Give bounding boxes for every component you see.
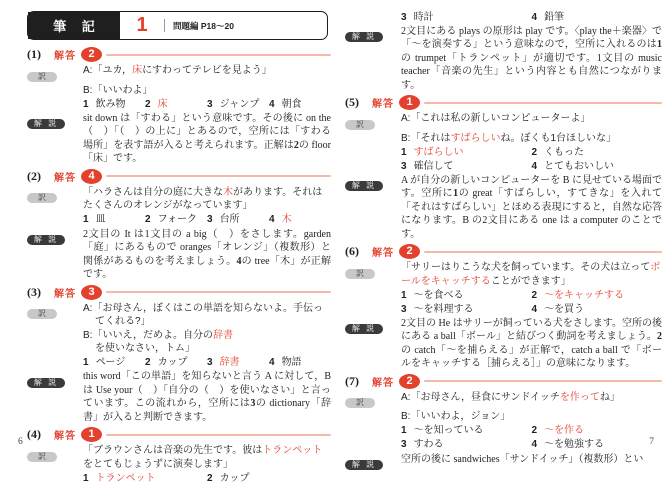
option-item — [532, 424, 663, 438]
option-text: ～を作る — [544, 425, 585, 437]
text-segment: 3 — [250, 398, 256, 410]
section-header — [27, 11, 328, 40]
explanation-badge: 解 説 — [27, 119, 65, 129]
highlighted-text: 木 — [223, 186, 233, 198]
options-gutter — [345, 424, 401, 426]
paragraph-row — [345, 453, 662, 473]
answer-rule — [424, 102, 662, 104]
option-item — [269, 213, 331, 227]
option-number: 4 — [531, 303, 538, 315]
option-text: 辞書 — [219, 357, 240, 369]
paragraph-row — [345, 261, 662, 288]
option-item — [83, 98, 145, 112]
text-segment: の trumpet「トランペット」が適切です。1文目の music teacher「音楽の先生」という内容とも自然につながります。 — [401, 52, 662, 91]
text-segment: A:「お母さん，ぼくはこの単語を知らないよ。手伝ってくれる?」 — [83, 302, 324, 328]
paragraph-gutter — [345, 453, 401, 473]
text-segment: B:「いいえ，だめよ。自分の — [83, 329, 214, 341]
answer-rule — [424, 380, 662, 382]
answer-label: 解答 — [54, 288, 76, 300]
translation-badge: 訳 — [27, 309, 57, 319]
answer-rule — [106, 291, 331, 293]
answer-rule — [106, 175, 331, 177]
text-segment: 「ブラウンさんは音楽の先生です。彼は — [83, 445, 263, 457]
explanation-badge: 解 説 — [345, 324, 383, 334]
text-segment: にすわってテレビを見よう」 — [142, 65, 272, 76]
option-item — [532, 438, 663, 452]
option-number: 2 — [145, 357, 151, 369]
option-item — [83, 472, 207, 486]
text-segment: 2文目の He はサリーが飼っている犬をさします。空所の後にある a ball「ボール」と結びつく動詞を考えましょう。 — [401, 317, 662, 343]
option-item — [401, 146, 532, 160]
option-number: 1 — [401, 425, 407, 437]
translation-text — [83, 84, 331, 98]
option-number: 4 — [269, 98, 275, 110]
answer-label: 解答 — [372, 99, 394, 111]
option-item — [83, 213, 145, 227]
text-segment: を使いなさい，トム」 — [95, 343, 195, 355]
paragraph-gutter — [345, 174, 401, 194]
option-item — [145, 98, 207, 112]
paragraph-row — [345, 317, 662, 371]
explanation-badge: 解 説 — [345, 460, 383, 470]
option-item — [532, 289, 663, 303]
paragraph-gutter — [345, 317, 401, 337]
question-header — [27, 427, 331, 442]
options-gutter — [345, 145, 401, 147]
page-number-right: 7 — [649, 437, 654, 447]
option-number: 2 — [531, 146, 538, 158]
text-segment: 「ハラさんは自分の庭に大きな — [83, 186, 223, 198]
paragraph-row — [27, 370, 331, 424]
translation-text — [401, 391, 662, 405]
option-item — [269, 356, 331, 370]
paragraph-gutter — [345, 391, 401, 411]
option-number: 3 — [401, 303, 407, 315]
answer-rule — [424, 251, 662, 253]
explanation-text — [83, 228, 331, 282]
option-text: 確信して — [413, 160, 454, 172]
page-number-left: 6 — [18, 437, 23, 447]
paragraph-gutter — [345, 132, 401, 134]
options-list — [401, 146, 662, 174]
paragraph-row — [345, 410, 662, 424]
translation-text — [401, 261, 662, 288]
answer-number-badge: 2 — [81, 47, 102, 62]
column-left — [27, 47, 331, 486]
option-number: 4 — [531, 160, 538, 172]
paragraph-gutter — [27, 370, 83, 390]
option-text: ～を料理する — [413, 303, 474, 315]
paragraph-gutter — [27, 228, 83, 248]
text-segment: ね」 — [599, 391, 620, 403]
paragraph-gutter — [345, 261, 401, 281]
option-text: 皿 — [95, 214, 106, 226]
option-text: ～を買う — [544, 303, 585, 315]
question-number: (7) — [345, 373, 359, 388]
option-item — [207, 98, 269, 112]
options-row — [345, 10, 662, 25]
text-segment: 2 — [657, 331, 662, 343]
question-header — [345, 244, 662, 259]
highlighted-text: を作って — [559, 391, 600, 403]
option-item — [401, 303, 532, 317]
paragraph-gutter — [27, 64, 83, 84]
question-number: (2) — [27, 168, 41, 183]
option-number: 1 — [83, 357, 89, 369]
options-list — [83, 213, 331, 227]
question-header — [345, 374, 662, 389]
options-list — [83, 472, 331, 486]
paragraph-row — [27, 186, 331, 213]
option-number: 4 — [269, 357, 275, 369]
text-segment: A:「お母さん，昼食にサンドイッチ — [401, 391, 560, 403]
option-item — [207, 213, 269, 227]
answer-number-badge: 3 — [81, 285, 102, 300]
options-list — [401, 11, 662, 25]
paragraph-gutter — [345, 410, 401, 412]
answer-label: 解答 — [372, 377, 394, 389]
translation-text — [83, 329, 331, 356]
options-gutter — [27, 471, 83, 473]
text-segment: 2 — [293, 139, 299, 151]
question-number: (6) — [345, 244, 359, 259]
option-number: 2 — [207, 472, 213, 484]
option-number: 3 — [207, 357, 213, 369]
option-text: 朝食 — [281, 98, 302, 110]
text-segment: 2文目にある plays の原形は play です。〈play the＋楽器〉で「～を演奏する」という意味なので，空所に入れるのは — [401, 25, 662, 51]
option-number: 1 — [83, 214, 89, 226]
option-item — [145, 356, 207, 370]
answer-label: 解答 — [54, 431, 76, 443]
translation-badge: 訳 — [27, 72, 57, 82]
option-number: 1 — [83, 98, 89, 110]
explanation-text — [401, 25, 662, 93]
highlighted-text: トランペット — [262, 445, 323, 457]
explanation-badge: 解 説 — [27, 235, 65, 245]
option-text: 時計 — [413, 11, 434, 23]
option-number: 4 — [269, 214, 275, 226]
options-row — [345, 145, 662, 174]
option-text: ～をキャッチする — [544, 289, 625, 301]
highlighted-text: 辞書 — [213, 329, 234, 341]
option-text: ページ — [95, 357, 126, 369]
option-item — [269, 98, 331, 112]
paragraph-row — [27, 64, 331, 84]
paragraph-row — [345, 174, 662, 242]
paragraph-row — [27, 444, 331, 471]
highlighted-text: ボールをキャッチする — [401, 262, 661, 287]
header-divider — [164, 19, 165, 32]
option-number: 3 — [401, 11, 407, 23]
text-segment: B:「いいわよ」 — [83, 84, 153, 96]
paragraph-gutter — [27, 84, 83, 86]
options-row — [27, 213, 331, 228]
text-segment: 2文目の It は1文目の a big（ ）をさします。garden「庭」にあるもので oranges「オレンジ」（複数形）と関係があるものを考えましょう。 — [83, 228, 331, 267]
option-number: 4 — [531, 439, 538, 451]
answer-number-badge: 2 — [399, 244, 420, 259]
option-text: とてもおいしい — [544, 160, 615, 172]
option-text: 木 — [281, 214, 292, 226]
options-row — [27, 471, 331, 486]
options-list — [401, 424, 662, 452]
text-segment: 「サリーはりこうな犬を飼っています。その犬は立って — [401, 262, 651, 274]
translation-text — [401, 132, 662, 146]
answer-number-badge: 1 — [399, 95, 420, 110]
option-item — [401, 289, 532, 303]
problem-page-range: 問題編 P18～20 — [173, 20, 234, 31]
section-title: 筆 記 — [28, 12, 120, 39]
text-segment: ね。ぼくも1台ほしいな」 — [500, 132, 617, 144]
text-segment: A:「これは私の新しいコンピューターよ」 — [401, 113, 591, 125]
question-number: (3) — [27, 284, 41, 299]
paragraph-gutter — [27, 186, 83, 206]
option-text: ～を勉強する — [544, 439, 605, 451]
paragraph-gutter — [27, 444, 83, 464]
explanation-text — [83, 112, 331, 166]
option-item — [532, 160, 663, 174]
option-number: 1 — [83, 472, 89, 484]
options-gutter — [27, 356, 83, 358]
option-number: 2 — [145, 214, 151, 226]
column-right — [345, 10, 662, 472]
text-segment: sit down は「すわる」という意味です。その後に on the（ ）「（ ）の上に」とあるので，空所には「すわる場所」を表す語が入ると考えられます。正解は — [83, 112, 331, 151]
text-segment: B:「それは — [401, 132, 451, 144]
option-text: トランペット — [95, 472, 156, 484]
option-item — [401, 160, 532, 174]
translation-text — [83, 444, 331, 471]
text-segment: B:「いいわよ，ジョン」 — [401, 411, 511, 423]
question-header — [27, 47, 331, 62]
paragraph-gutter — [27, 112, 83, 132]
text-segment: の dictionary「辞書」が入ると判断できます。 — [83, 398, 331, 423]
question-number: (1) — [27, 47, 41, 61]
options-gutter — [27, 213, 83, 215]
text-segment: 空所の後に sandwiches「サンドイッチ」（複数形）とい — [401, 453, 644, 465]
explanation-badge: 解 説 — [345, 32, 383, 42]
question-header — [345, 95, 662, 110]
explanation-badge: 解 説 — [345, 181, 383, 191]
option-text: 鉛筆 — [544, 11, 565, 23]
option-number: 3 — [401, 439, 407, 451]
paragraph-gutter — [345, 112, 401, 132]
paragraph-row — [27, 302, 331, 329]
options-list — [83, 98, 331, 112]
answer-label: 解答 — [372, 248, 394, 260]
text-segment: の tree「木」が正解です。 — [83, 255, 331, 281]
answer-number-badge: 2 — [399, 374, 420, 389]
text-segment: をとてもじょうずに演奏します」 — [83, 458, 233, 470]
text-segment: 1 — [657, 39, 662, 51]
option-number: 1 — [401, 289, 407, 301]
translation-text — [401, 410, 662, 424]
text-segment: this word「この単語」を知らないと言う A に対して，B は Use your（ ）「自分の（ ）を使いなさい」と言っています。この流れから，空所には — [83, 371, 331, 410]
option-number: 2 — [145, 98, 151, 110]
question-number: (5) — [345, 95, 359, 110]
translation-badge: 訳 — [345, 398, 375, 408]
options-row — [27, 97, 331, 112]
text-segment: の catch「～を捕らえる」が正解で，catch a ball で「ボールをキャッチする［捕らえる］」の意味になります。 — [401, 344, 662, 370]
option-item — [401, 438, 532, 452]
option-number: 2 — [531, 289, 538, 301]
text-segment: 1 — [453, 188, 459, 200]
option-item — [83, 356, 145, 370]
paragraph-gutter — [27, 329, 83, 331]
text-segment: の great「すばらしい，すてきな」を入れて「それはすばらしい」とほめる表現にすると，自然な応答になります。B の2文目にある one は a computer のことです。 — [401, 188, 662, 240]
translation-text — [83, 302, 331, 329]
page-right — [335, 0, 670, 470]
options-list — [401, 289, 662, 317]
highlighted-text: すばらしい — [450, 132, 501, 144]
page-left — [0, 0, 335, 484]
option-text: ～を食べる — [413, 289, 464, 301]
paragraph-row — [27, 112, 331, 166]
option-number: 1 — [401, 146, 407, 158]
option-text: ～を知っている — [413, 425, 484, 437]
translation-text — [83, 186, 331, 213]
translation-badge: 訳 — [27, 452, 57, 462]
explanation-text — [401, 317, 662, 371]
explanation-text — [401, 174, 662, 242]
paragraph-row — [345, 132, 662, 146]
paragraph-row — [345, 25, 662, 93]
option-text: すわる — [413, 439, 444, 451]
translation-text — [401, 112, 662, 126]
question-header — [27, 285, 331, 300]
option-text: 台所 — [219, 214, 240, 226]
paragraph-gutter — [345, 25, 401, 45]
paragraph-row — [27, 228, 331, 282]
text-segment: の floor「床」です。 — [83, 139, 331, 165]
paragraph-row — [345, 391, 662, 411]
question-header — [27, 169, 331, 184]
highlighted-text: 床 — [132, 65, 143, 76]
explanation-text — [401, 453, 662, 467]
option-item — [532, 303, 663, 317]
paragraph-row — [27, 329, 331, 356]
options-gutter — [27, 97, 83, 99]
option-text: フォーク — [157, 214, 198, 226]
answer-rule — [106, 434, 331, 436]
answer-number-badge: 4 — [81, 169, 102, 184]
translation-badge: 訳 — [27, 193, 57, 203]
option-text: すばらしい — [413, 146, 464, 158]
paragraph-gutter — [27, 302, 83, 322]
option-item — [207, 472, 331, 486]
text-segment: ことができます」 — [490, 275, 571, 287]
translation-text — [83, 64, 331, 78]
text-segment: 4 — [236, 255, 242, 267]
option-number: 3 — [401, 160, 407, 172]
option-text: ジャンプ — [219, 98, 260, 110]
translation-badge: 訳 — [345, 120, 375, 130]
options-gutter — [345, 10, 401, 12]
translation-badge: 訳 — [345, 269, 375, 279]
option-text: 物語 — [281, 357, 302, 369]
options-list — [83, 356, 331, 370]
options-row — [27, 356, 331, 371]
option-item — [401, 424, 532, 438]
option-number: 2 — [531, 425, 538, 437]
option-item — [207, 356, 269, 370]
option-item — [532, 11, 663, 25]
text-segment: A:「ユカ， — [83, 65, 133, 76]
option-text: くもった — [544, 146, 585, 158]
option-text: 床 — [157, 98, 168, 110]
section-number: 1 — [136, 14, 148, 36]
option-number: 3 — [207, 98, 213, 110]
option-number: 4 — [531, 11, 538, 23]
paragraph-row — [345, 112, 662, 132]
question-number: (4) — [27, 427, 41, 442]
options-row — [345, 424, 662, 453]
option-text: カップ — [157, 357, 188, 369]
option-item — [532, 146, 663, 160]
answer-label: 解答 — [54, 172, 76, 184]
paragraph-row — [27, 84, 331, 98]
explanation-text — [83, 370, 331, 424]
text-segment: A が自分の新しいコンピューターを B に見せている場面です。空所に — [401, 174, 662, 200]
option-item — [401, 11, 532, 25]
explanation-badge: 解 説 — [27, 378, 65, 388]
option-text: 飲み物 — [95, 98, 126, 110]
answer-number-badge: 1 — [81, 427, 102, 442]
option-text: カップ — [219, 472, 250, 484]
option-number: 3 — [207, 214, 213, 226]
answer-rule — [106, 54, 331, 56]
option-item — [145, 213, 207, 227]
answer-label: 解答 — [54, 51, 76, 62]
options-gutter — [345, 288, 401, 290]
options-row — [345, 288, 662, 317]
text-segment: があります。それはたくさんのオレンジがなっています」 — [83, 186, 323, 212]
